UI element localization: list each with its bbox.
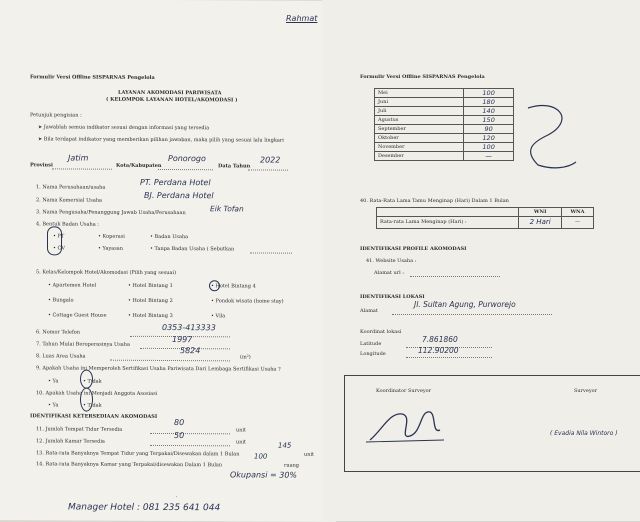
q13-label: 13. Rata-rata Banyaknya Tempat Tidur yang Terpakai/Disewakan dalam 1 Bulan: [36, 450, 240, 458]
wna-header: WNA: [561, 208, 593, 217]
scribble-mark: [518, 100, 578, 175]
stay-header-blank: [377, 208, 519, 217]
website-label: 41. Website Usaha :: [366, 258, 417, 264]
q14-label: 14. Rata-rata Banyaknya Kamar yang Terpakai/disewakan Dalam 1 Bulan: [36, 461, 223, 469]
wna-value: —: [561, 216, 593, 228]
month-value: 90: [464, 125, 514, 134]
kelas-bintang-3: • Hotel Bintang 3: [128, 312, 173, 320]
month-value: 100: [464, 143, 514, 152]
lokasi-heading: IDENTIFIKASI LOKASI: [360, 294, 425, 300]
item-3-label: 3. Nama Pengusaha/Penanggung Jawab Usaha/Perusahaan: [36, 209, 186, 217]
month-value: 140: [464, 107, 514, 116]
month-row: [375, 143, 514, 152]
kelas-label: 5. Kelas/Kelompok Hotel/Akomodasi (Pilih yang sesuai): [36, 269, 177, 277]
q14-unit: ruang: [284, 462, 300, 469]
kelas-vila: • Vila: [211, 313, 226, 320]
kota-label: Kota/Kabupaten: [116, 162, 162, 169]
koordinat-label: Koordinat lokasi: [360, 329, 402, 335]
monthly-table: [374, 88, 514, 161]
month-name: Juni: [375, 98, 464, 107]
alamat-value: Jl. Sultan Agung, Purworejo: [414, 300, 516, 309]
kelas-bintang-2: • Hotel Bintang 2: [128, 297, 173, 305]
longitude-value: 112.90200: [418, 346, 459, 355]
item-1-value: PT. Perdana Hotel: [140, 177, 211, 188]
month-value: —: [464, 152, 514, 161]
koordinator-label: Koordinator Surveyor: [376, 388, 432, 394]
month-row: [375, 116, 514, 125]
q13-unit: unit: [304, 451, 315, 458]
opt-badan-usaha: • Badan Usaha: [150, 233, 189, 241]
kelas-cottage: • Cottage Guest House: [48, 312, 107, 319]
alamat-url-line: [410, 276, 500, 277]
prov-line: [52, 168, 112, 169]
q9-ya: • Ya: [48, 378, 59, 385]
q10-label: 10. Apakah Usaha ini Menjadi Anggota Asosiasi: [36, 390, 158, 397]
kelas-apartemen: • Apartemen Hotel: [48, 282, 97, 289]
month-row: [375, 107, 514, 116]
month-row: [375, 98, 514, 107]
month-row: [375, 89, 514, 98]
month-name: Agustus: [375, 116, 464, 125]
item-1-label: 1. Nama Perusahaan/usaha: [36, 184, 106, 191]
kelas-pondok: • Pondok wisata (home stay): [211, 298, 284, 305]
telp-value: 0353-413333: [162, 322, 216, 333]
item-3-value: Eik Tofan: [210, 204, 244, 214]
month-name: Oktober: [375, 134, 464, 143]
kelas-bintang-4: • Hotel Bintang 4: [211, 283, 256, 290]
q11-value: 80: [174, 418, 185, 428]
month-value: 180: [464, 98, 514, 107]
q40-label: 40. Rata-Rata Lama Tamu Menginap (Hari) Dalam 1 Bulan: [360, 198, 509, 204]
alamat-line: [392, 314, 552, 315]
item-2-label: 2. Nama Komersial Usaha: [36, 197, 103, 204]
tahun-op-value: 1997: [172, 335, 193, 345]
wni-value: 2 Hari: [519, 216, 562, 228]
q12-unit: unit: [236, 439, 247, 446]
kota-line: [158, 169, 213, 170]
luas-unit: (m²): [240, 354, 251, 361]
prov-label: Provinsi: [30, 162, 53, 169]
month-name: Desember: [375, 152, 464, 161]
instruction-2: ➤ Bila terdapat indikator yang memberikan pilihan jawaban, maka pilih yang sesuai lalu lingkari: [38, 136, 284, 144]
profil-heading: IDENTIFIKASI PROFILE AKOMODASI: [360, 246, 467, 252]
alamat-label: Alamat: [360, 308, 378, 314]
q11-line: [150, 433, 230, 434]
month-name: November: [375, 143, 464, 152]
luas-label: 8. Luas Area Usaha: [36, 353, 86, 360]
surveyor-name: ( Evadia Nila Wintoro ): [550, 430, 618, 437]
stay-row-label: Rata-rata Lama Menginap (Hari) :: [377, 216, 519, 228]
opt-cv: • CV: [53, 245, 65, 252]
q14-value: 100: [254, 452, 268, 461]
q11-label: 11. Jumlah Tempat Tidur Tersedia: [36, 426, 123, 433]
tanpa-badan-line: [250, 252, 292, 253]
okupansi-note: Okupansi = 30%: [230, 470, 298, 480]
kelas-bungalo: • Bungalo: [48, 297, 74, 304]
luas-value: 5824: [180, 346, 201, 356]
q10-tidak: • Tidak: [83, 402, 102, 409]
q13-value: 145: [278, 441, 292, 450]
tahun-label: Data Tahun: [218, 163, 251, 170]
latitude-value: 7.861860: [422, 335, 458, 344]
latitude-label: Latitude: [360, 341, 382, 347]
q9-tidak: • Tidak: [83, 378, 102, 385]
q11-unit: unit: [236, 427, 247, 434]
longitude-label: Longitude: [360, 351, 386, 357]
instructions-label: Petunjuk pengisian :: [30, 112, 82, 119]
month-name: September: [375, 125, 464, 134]
item-4-label: 4. Bentuk Badan Usaha :: [36, 221, 99, 228]
month-row: [375, 134, 514, 143]
manager-note: Manager Hotel : 081 235 641 044: [68, 502, 221, 514]
heading-layanan: LAYANAN AKOMODASI PARIWISATA: [118, 89, 222, 97]
q12-line: [150, 445, 230, 446]
month-name: Mei: [375, 89, 464, 98]
tahun-op-label: 7. Tahun Mulai Beroperasinya Usaha: [36, 341, 130, 348]
month-value: 150: [464, 116, 514, 125]
item-2-value: BJ. Perdana Hotel: [144, 190, 214, 201]
page-dot: .: [176, 493, 178, 500]
month-name: Juli: [375, 107, 464, 116]
opt-koperasi: • Koperasi: [98, 233, 125, 240]
luas-line: [110, 360, 230, 362]
month-value: 100: [464, 89, 514, 98]
longitude-line: [406, 357, 492, 358]
surveyor-label: Surveyor: [574, 388, 598, 394]
wni-header: WNI: [519, 208, 562, 217]
month-row: [375, 152, 514, 161]
opt-pt: • PT: [53, 233, 65, 240]
kelas-bintang-1: • Hotel Bintang 1: [128, 282, 173, 290]
q9-label: 9. Apakah Usaha ini Memperoleh Sertifikasi Usaha Pariwisata Dari Lembaga Sertifikasi Usaha ?: [36, 365, 281, 373]
q12-value: 50: [174, 431, 185, 441]
opt-yayasan: • Yayasan: [98, 245, 124, 252]
telp-label: 6. Nomor Telefon: [36, 329, 81, 336]
form-title-right: Formulir Versi Offline SISPARNAS Pengelola: [360, 74, 485, 80]
stay-table: [376, 207, 594, 229]
month-row: [375, 125, 514, 134]
tahun-line: [248, 169, 288, 170]
tahun-value: 2022: [260, 155, 281, 165]
q10-ya: • Ya: [48, 402, 59, 409]
alamat-url-label: Alamat url :: [374, 270, 404, 276]
koordinator-signature: [362, 400, 452, 455]
heading-kelompok: ( KELOMPOK LAYANAN HOTEL/AKOMODASI ): [106, 96, 238, 104]
instruction-1: ➤ Jawablah semua indikator sesuai dengan informasi yang tersedia: [38, 124, 210, 132]
q12-label: 12. Jumlah Kamar Tersedia: [36, 438, 105, 445]
opt-tanpa-badan: • Tanpa Badan Usaha ( Sebutkan: [150, 245, 235, 253]
ketersediaan-heading: IDENTIFIKASI KETERSEDIAAN AKOMODASI: [30, 413, 158, 420]
corner-note: Rahmat: [286, 14, 318, 23]
prov-value: Jatim: [68, 153, 89, 163]
form-title-left: Formulir Versi Offline SISPARNAS Pengelola: [30, 74, 155, 81]
kota-value: Ponorogo: [168, 154, 206, 164]
month-value: 120: [464, 134, 514, 143]
